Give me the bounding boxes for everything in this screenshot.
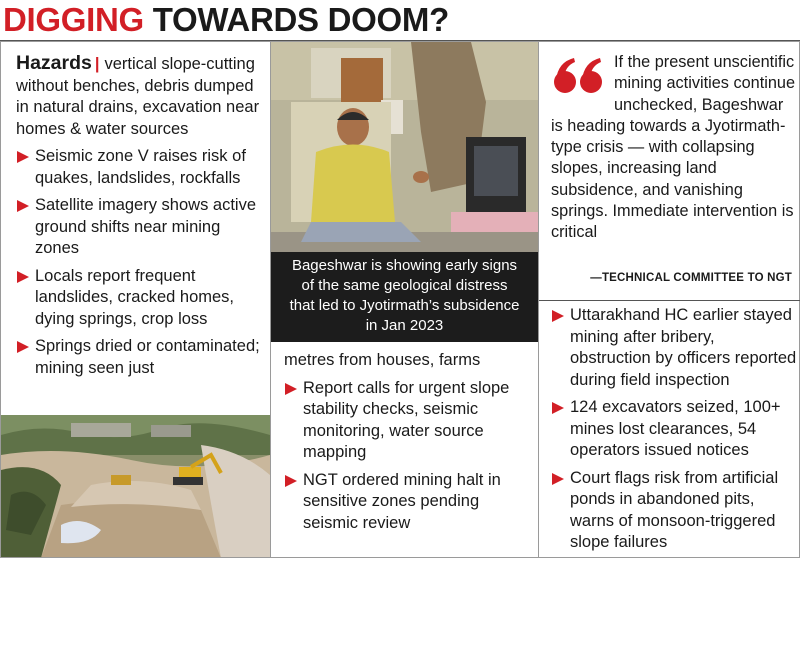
bullet-arrow-icon	[552, 402, 564, 414]
list-item	[284, 470, 529, 535]
bullet-arrow-icon	[285, 383, 297, 395]
centre-column	[270, 41, 538, 557]
quote-attribution: —TECHNICAL COMMITTEE TO NGT	[590, 272, 792, 284]
quote-column	[538, 41, 800, 557]
hazards-intro	[16, 53, 261, 140]
court-block	[551, 305, 797, 554]
list-item	[16, 195, 261, 260]
bullet-text: Springs dried or contaminated; mining seen just	[35, 337, 260, 377]
resident-illustration	[271, 42, 538, 252]
mining-site-photo	[1, 415, 270, 558]
quote-indent	[551, 52, 614, 96]
caption-text: Bageshwar is showing early signs of the same geological distress that led to Jyotirmath’s subsidence in Jan 2023	[289, 257, 520, 334]
list-item	[16, 146, 261, 189]
headline-black-part: TOWARDS DOOM?	[152, 1, 449, 38]
bullet-arrow-icon	[552, 310, 564, 322]
list-item	[284, 378, 529, 464]
hazards-block	[16, 53, 261, 379]
bullet-text: Report calls for urgent slope stability checks, seismic monitoring, water source mapping	[303, 378, 510, 461]
bullet-arrow-icon	[552, 473, 564, 485]
bullet-text: Uttarakhand HC earlier stayed mining after bribery, obstruction by officers reported during field inspection	[570, 306, 797, 389]
continuation-text: metres from houses, farms	[284, 351, 481, 369]
hazards-column	[0, 41, 270, 557]
bullet-text: Seismic zone V raises risk of quakes, landslides, rockfalls	[35, 147, 246, 187]
bullet-arrow-icon	[17, 200, 29, 212]
list-item	[551, 468, 797, 554]
quote-box	[539, 42, 800, 301]
photo-caption	[271, 252, 538, 342]
list-item	[16, 266, 261, 331]
quote-text: If the present unscientific mining activities continue unchecked, Bageshwar is heading towards a Jyotirmath-type crisis — with collapsing slopes, increasing land subsidence, and vanishing springs. Immediate intervention is critical	[551, 53, 795, 242]
bullet-text: 124 excavators seized, 100+ mines lost clearances, 54 operators issued notices	[570, 398, 781, 459]
headline	[0, 0, 800, 40]
bullet-text: NGT ordered mining halt in sensitive zones pending seismic review	[303, 470, 501, 532]
list-item	[16, 336, 261, 379]
mining-site-illustration	[1, 415, 270, 558]
bullet-arrow-icon	[285, 475, 297, 487]
list-item	[551, 397, 797, 462]
hazards-title: Hazards	[16, 52, 92, 74]
list-item	[551, 305, 797, 391]
hazards-separator: |	[94, 55, 100, 73]
centre-text-block	[284, 350, 529, 534]
resident-photo	[271, 42, 538, 252]
bullet-text: Court flags risk from artificial ponds in abandoned pits, warns of monsoon-triggered slope failures	[570, 468, 779, 551]
bullet-text: Locals report frequent landslides, cracked homes, dying springs, crop loss	[35, 266, 235, 328]
bullet-arrow-icon	[17, 151, 29, 163]
bullet-text: Satellite imagery shows active ground shifts near mining zones	[35, 196, 257, 257]
bullet-arrow-icon	[17, 341, 29, 353]
headline-red-part: DIGGING	[3, 1, 144, 38]
quote-text-wrapper	[551, 52, 797, 244]
hazards-text: vertical slope-cutting without benches, debris dumped in natural drains, excavation near homes & water sources	[16, 55, 260, 138]
bullet-arrow-icon	[17, 271, 29, 283]
bottom-rule	[0, 557, 800, 558]
